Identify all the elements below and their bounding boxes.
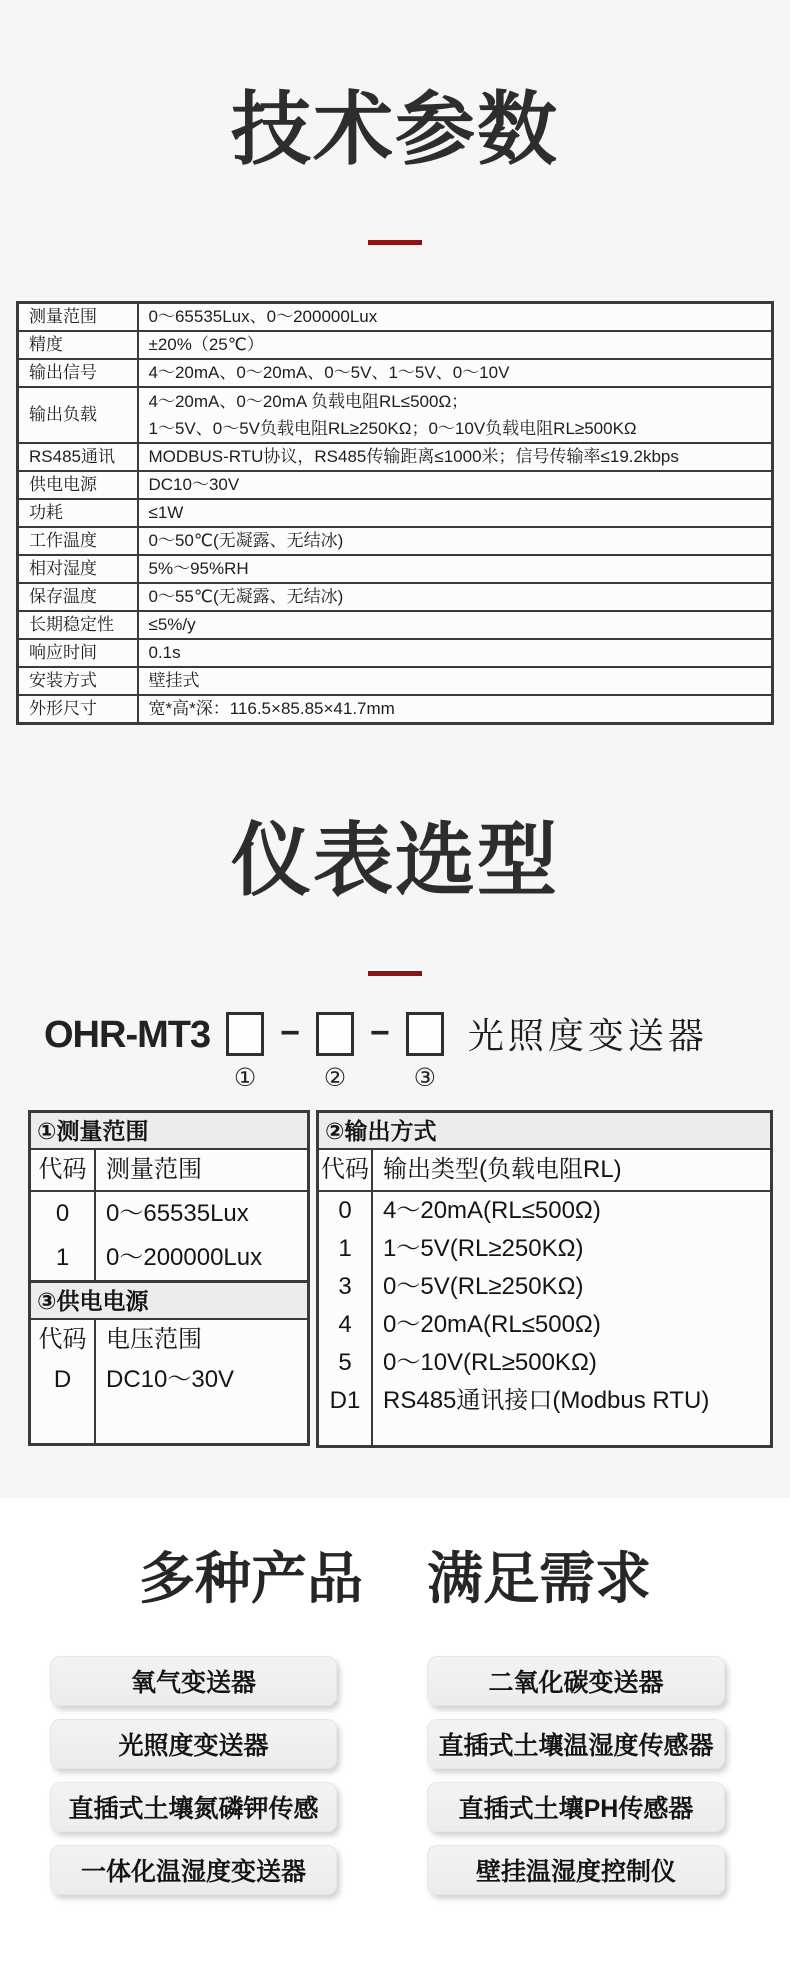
value-column-header: 测量范围 (106, 1156, 202, 1183)
spec-value: 壁挂式 (138, 667, 773, 695)
product-button-soil-ph-sensor[interactable]: 直插式土壤PH传感器 (427, 1782, 725, 1832)
spec-value: MODBUS-RTU协议，RS485传输距离≤1000米；信号传输率≤19.2kbps (138, 443, 773, 471)
selection-table-left-column (28, 1110, 310, 1448)
spec-value: DC10～30V (138, 471, 773, 499)
model-slot-box-3 (406, 1012, 444, 1056)
product-button-wall-mounted-temp-humidity-controller[interactable]: 壁挂温湿度控制仪 (427, 1845, 725, 1895)
tech-title: 技术参数 (231, 85, 559, 174)
products-section (0, 1498, 790, 1974)
spec-value: 宽*高*深：116.5×85.85×41.7mm (138, 695, 773, 724)
spec-value-line: 4～20mA、0～20mA 负载电阻RL≤500Ω； (148, 392, 469, 411)
code-cell: 0 (338, 1197, 352, 1224)
value-cell: 0～20mA(RL≤500Ω) (383, 1311, 601, 1338)
block-body (319, 1192, 770, 1445)
products-title-right: 满足需求 (427, 1547, 651, 1610)
spec-label: 外形尺寸 (18, 695, 138, 724)
table-row (18, 443, 773, 471)
value-column-header: 电压范围 (106, 1326, 202, 1353)
code-cell: 1 (338, 1235, 352, 1262)
model-prefix: OHR-MT3 (44, 1014, 211, 1056)
code-cell: D1 (329, 1387, 361, 1414)
code-cell: 5 (338, 1349, 352, 1376)
value-column-header: 输出类型(负载电阻RL) (383, 1156, 622, 1183)
spec-value: 4～20mA、0～20mA、0～5V、1～5V、0～10V (138, 359, 773, 387)
value-cell: RS485通讯接口(Modbus RTU) (383, 1387, 710, 1414)
product-button-oxygen-transmitter[interactable]: 氧气变送器 (50, 1656, 337, 1706)
code-cell: 4 (338, 1311, 352, 1338)
product-button-illuminance-transmitter[interactable]: 光照度变送器 (50, 1719, 337, 1769)
spec-value: 5%～95%RH (138, 555, 773, 583)
code-column-header: 代码 (31, 1150, 96, 1190)
block-subheader-row (31, 1150, 307, 1192)
value-cell: 4～20mA(RL≤500Ω) (383, 1197, 601, 1224)
product-button-grid (50, 1656, 790, 1895)
tech-section (0, 0, 790, 725)
code-column-header: 代码 (38, 1326, 87, 1353)
selection-section (0, 725, 790, 1448)
spec-label: 安装方式 (18, 667, 138, 695)
table-row (18, 611, 773, 639)
model-slot-box-2 (316, 1012, 354, 1056)
block-header: ③供电电源 (31, 1283, 307, 1320)
block-output-mode (316, 1110, 773, 1448)
product-button-soil-temp-humidity-sensor[interactable]: 直插式土壤温湿度传感器 (427, 1719, 725, 1769)
table-row (18, 667, 773, 695)
table-row (18, 695, 773, 724)
selection-table (28, 1110, 773, 1448)
model-slot-2 (316, 1012, 354, 1094)
table-row (18, 499, 773, 527)
table-row (18, 583, 773, 611)
value-cell: 0～10V(RL≥500KΩ) (383, 1349, 597, 1376)
model-product-name: 光照度变送器 (467, 1015, 708, 1056)
value-cell: 0～65535Lux (106, 1200, 249, 1227)
spec-value: 0～65535Lux、0～200000Lux (138, 303, 773, 332)
selection-title-underline (368, 971, 422, 976)
table-row (18, 527, 773, 555)
selection-table-right-column (316, 1110, 773, 1448)
value-cells (96, 1192, 307, 1280)
products-title-left: 多种产品 (139, 1547, 363, 1610)
spec-value-line: 1～5V、0～5V负载电阻RL≥250KΩ；0～10V负载电阻RL≥500KΩ (148, 419, 637, 438)
code-cells (31, 1192, 96, 1280)
circled-number-3: ③ (413, 1064, 437, 1092)
spec-value (138, 387, 773, 443)
model-slot-1 (226, 1012, 264, 1094)
code-cells (319, 1192, 373, 1445)
model-slot-3 (406, 1012, 444, 1094)
product-button-integrated-temp-humidity-transmitter[interactable]: 一体化温湿度变送器 (50, 1845, 337, 1895)
spec-label: RS485通讯 (18, 443, 138, 471)
block-power-supply (28, 1280, 310, 1446)
spec-label: 功耗 (18, 499, 138, 527)
block-subheader-row (319, 1150, 770, 1192)
model-dash: − (369, 1014, 390, 1052)
table-row (18, 555, 773, 583)
product-button-soil-npk-sensor[interactable]: 直插式土壤氮磷钾传感 (50, 1782, 337, 1832)
value-cell: 1～5V(RL≥250KΩ) (383, 1235, 584, 1262)
circled-number-2: ② (323, 1064, 347, 1092)
product-button-co2-transmitter[interactable]: 二氧化碳变送器 (427, 1656, 725, 1706)
tech-spec-table (16, 301, 774, 725)
table-row (18, 387, 773, 443)
spec-label: 精度 (18, 331, 138, 359)
table-row (18, 303, 773, 332)
spec-label: 相对湿度 (18, 555, 138, 583)
code-cell: 0 (55, 1200, 70, 1227)
block-body (31, 1320, 307, 1443)
value-cells (373, 1192, 770, 1445)
spec-value: ≤5%/y (138, 611, 773, 639)
code-cell: 3 (338, 1273, 352, 1300)
spec-label: 测量范围 (18, 303, 138, 332)
block-header: ②输出方式 (319, 1113, 770, 1150)
block-header: ①测量范围 (31, 1113, 307, 1150)
spec-value: 0.1s (138, 639, 773, 667)
table-row (18, 471, 773, 499)
block-measure-range (28, 1110, 310, 1283)
code-cell: 1 (55, 1244, 70, 1271)
spec-value: ±20%（25℃） (138, 331, 773, 359)
table-row (18, 331, 773, 359)
selection-title: 仪表选型 (231, 816, 559, 905)
spec-label: 响应时间 (18, 639, 138, 667)
spec-value: 0～50℃(无凝露、无结冰) (138, 527, 773, 555)
table-row (18, 359, 773, 387)
spec-label: 长期稳定性 (18, 611, 138, 639)
model-code-line (44, 1012, 790, 1094)
code-cells (31, 1320, 96, 1443)
spec-label: 供电电源 (18, 471, 138, 499)
value-cell: 0～5V(RL≥250KΩ) (383, 1273, 584, 1300)
table-row (18, 639, 773, 667)
products-title (0, 1498, 790, 1618)
spec-label: 输出信号 (18, 359, 138, 387)
model-slot-box-1 (226, 1012, 264, 1056)
tech-title-underline (368, 240, 422, 245)
value-cell: 0～200000Lux (106, 1244, 263, 1271)
block-body (31, 1192, 307, 1280)
circled-number-1: ① (233, 1064, 257, 1092)
model-dash: − (280, 1014, 300, 1052)
code-column-header: 代码 (319, 1150, 373, 1190)
spec-value: 0～55℃(无凝露、无结冰) (138, 583, 773, 611)
value-cell: DC10～30V (106, 1366, 235, 1393)
code-cell: D (53, 1366, 72, 1393)
value-cells (96, 1320, 307, 1443)
spec-label: 保存温度 (18, 583, 138, 611)
spec-value: ≤1W (138, 499, 773, 527)
spec-label: 工作温度 (18, 527, 138, 555)
spec-label: 输出负载 (18, 387, 138, 443)
